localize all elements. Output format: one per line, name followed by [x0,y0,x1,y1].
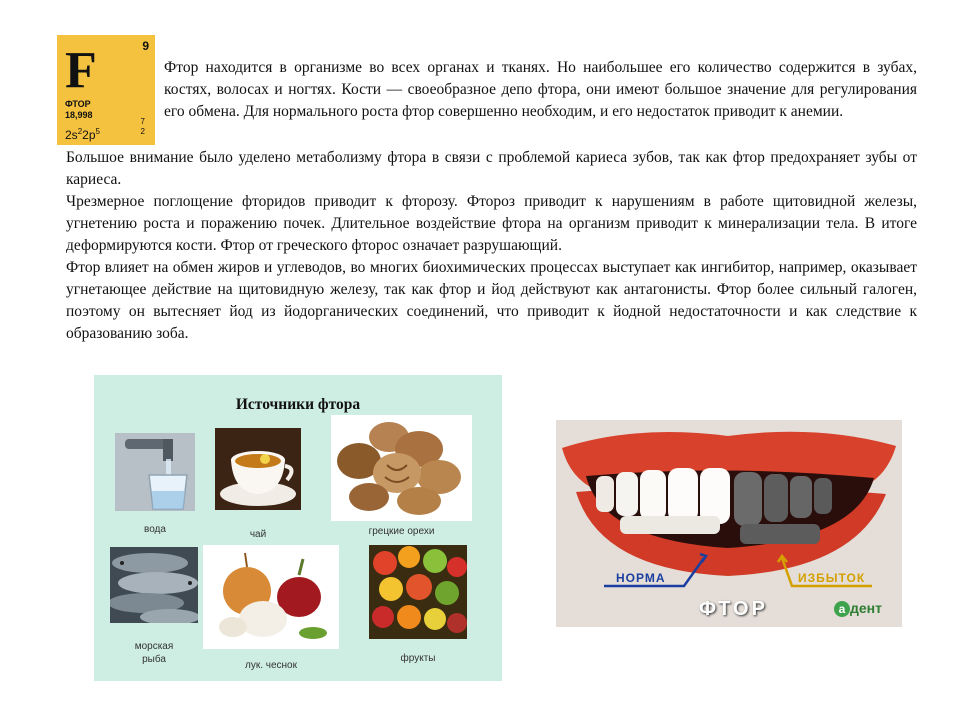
water-caption: вода [144,524,166,535]
config-orbital-2p: 2p [82,128,96,142]
sea-fish-caption-line1: морская [134,641,174,652]
intro-paragraph: Фтор находится в организме во всех органах и тканях. Но наибольшее его количество содержится в зубах, костях, волосах и ногтях. Кости — своеобразное депо фтора, они имеют большое значение для регулирования его обмена. Для нормального роста фтор совершенно необходим, и его недостаток приводит к анемии. [164,59,917,120]
config-orbital-2s: 2s [65,128,78,142]
sources-title: Источники фтора [235,396,361,413]
config-sup-2s: 2 [77,127,83,136]
body-text [66,147,917,345]
excess-label: ИЗБЫТОК [798,571,866,585]
atomic-mass: 18,998 [65,110,93,120]
electron-config [65,127,100,142]
caries-paragraph: Большое внимание было уделено метаболизму фтора в связи с проблемой кариеса зубов, так как фтор предохраняет зубы от кариеса. [66,149,917,188]
adent-brand-logo [834,600,882,617]
sea-fish-image [110,547,198,623]
fluorine-element-tile [57,35,155,145]
fruits-image [369,545,467,639]
water-tap-image [115,433,195,511]
onion-garlic-caption: лук. чеснок [245,660,297,671]
shell-inner: 2 [140,127,145,136]
tea-caption: чай [249,529,267,540]
shell-outer: 7 [140,117,145,126]
tea-cup-image [215,428,301,510]
sea-fish-caption [110,640,198,666]
fruits-caption: фрукты [400,653,436,664]
fluorosis-paragraph: Чрезмерное поглощение фторидов приводит к фторозу. Фтороз приводит к нарушениям в работе щитовидной железы, угнетению роста и поражению почек. Длительное воздействие фтора на организм приводит к минерализации тела. В итоге деформируются кости. Фтор от греческого фторос означает разрушающий. [66,193,917,254]
element-symbol: F [65,42,97,99]
teeth-fluorosis-photo [556,420,902,627]
element-name: ФТОР [65,99,91,109]
brand-mark-icon: а [834,601,850,617]
fluorine-sources-panel [94,375,502,681]
walnuts-image [331,415,472,521]
atomic-number: 9 [142,39,149,53]
sea-fish-caption-line2: рыба [142,654,166,665]
norm-label: НОРМА [616,571,666,585]
brand-text: дент [850,600,882,616]
config-sup-2p: 5 [95,127,100,136]
onion-garlic-image [203,545,339,649]
fluor-label: ФТОР [699,598,768,620]
electron-shells [141,117,145,137]
walnuts-caption: грецкие орехи [368,526,435,537]
metabolism-paragraph: Фтор влияет на обмен жиров и углеводов, во многих биохимических процессах выступает как ингибитор, например, оказывает угнетающее действие на щитовидную железу, так как фтор и йод действуют как антагонисты. Фтор более сильный галоген, поэтому он вытесняет йод из йодорганических соединений, что приводит к йодной недостаточности и как следствие к образованию зоба. [66,259,917,342]
